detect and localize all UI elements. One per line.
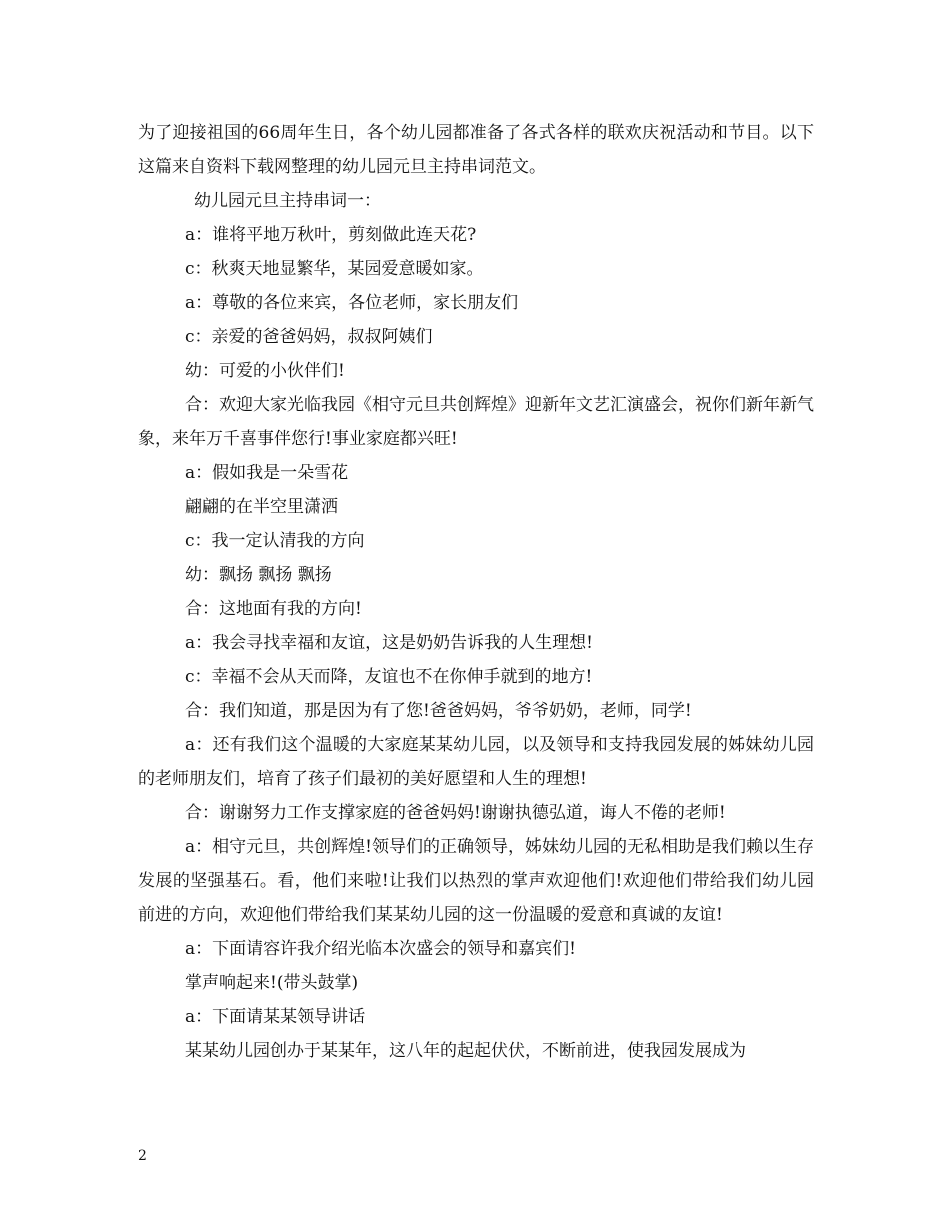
paragraph: 合：谢谢努力工作支撑家庭的爸爸妈妈!谢谢执德弘道，诲人不倦的老师! (185, 803, 726, 823)
paragraph: 合：我们知道，那是因为有了您!爸爸妈妈，爷爷奶奶，老师，同学! (185, 701, 692, 721)
paragraph: a：我会寻找幸福和友谊，这是奶奶告诉我的人生理想! (185, 633, 593, 653)
paragraph: a：相守元旦，共创辉煌!领导们的正确领导，姊妹幼儿园的无私相助是我们赖以生存发展的坚强基石。看，他们来啦!让我们以热烈的掌声欢迎他们!欢迎他们带给我们幼儿园前进的方向，欢迎他们带给我们某某幼儿园的这一份温暖的爱意和真诚的友谊! (138, 837, 814, 925)
page-number: 2 (138, 1148, 147, 1164)
paragraph: c：秋爽天地显繁华，某园爱意暖如家。 (185, 259, 484, 279)
paragraph: a：假如我是一朵雪花 (185, 463, 349, 483)
paragraph: 合：欢迎大家光临我园《相守元旦共创辉煌》迎新年文艺汇演盛会，祝你们新年新气象，来年万千喜事伴您行!事业家庭都兴旺! (138, 395, 814, 449)
paragraph: a：下面请某某领导讲话 (185, 1007, 366, 1027)
paragraph: 幼：可爱的小伙伴们! (185, 361, 345, 381)
paragraph-intro: 为了迎接祖国的66周年生日，各个幼儿园都准备了各式各样的联欢庆祝活动和节目。以下这篇来自资料下载网整理的幼儿园元旦主持串词范文。 (138, 123, 814, 177)
paragraph: a：还有我们这个温暖的大家庭某某幼儿园，以及领导和支持我园发展的姊妹幼儿园的老师朋友们，培育了孩子们最初的美好愿望和人生的理想! (138, 735, 814, 789)
paragraph: c：亲爱的爸爸妈妈，叔叔阿姨们 (185, 327, 433, 347)
paragraph: c：幸福不会从天而降，友谊也不在你伸手就到的地方! (185, 667, 593, 687)
paragraph: 某某幼儿园创办于某某年，这八年的起起伏伏，不断前进，使我园发展成为 (185, 1041, 746, 1061)
paragraph: 合：这地面有我的方向! (185, 599, 362, 619)
paragraph: 掌声响起来!(带头鼓掌) (185, 973, 359, 993)
paragraph: 幼：飘扬 飘扬 飘扬 (185, 565, 332, 585)
section-heading: 幼儿园元旦主持串词一： (194, 191, 381, 211)
paragraph: a：下面请容许我介绍光临本次盛会的领导和嘉宾们! (185, 939, 576, 959)
paragraph: a：尊敬的各位来宾，各位老师，家长朋友们 (185, 293, 519, 313)
body-text (138, 116, 814, 1068)
paragraph: c：我一定认清我的方向 (185, 531, 365, 551)
paragraph: 翩翩的在半空里潇洒 (185, 497, 338, 517)
paragraph: a：谁将平地万秋叶，剪刻做此连天花? (185, 225, 477, 245)
